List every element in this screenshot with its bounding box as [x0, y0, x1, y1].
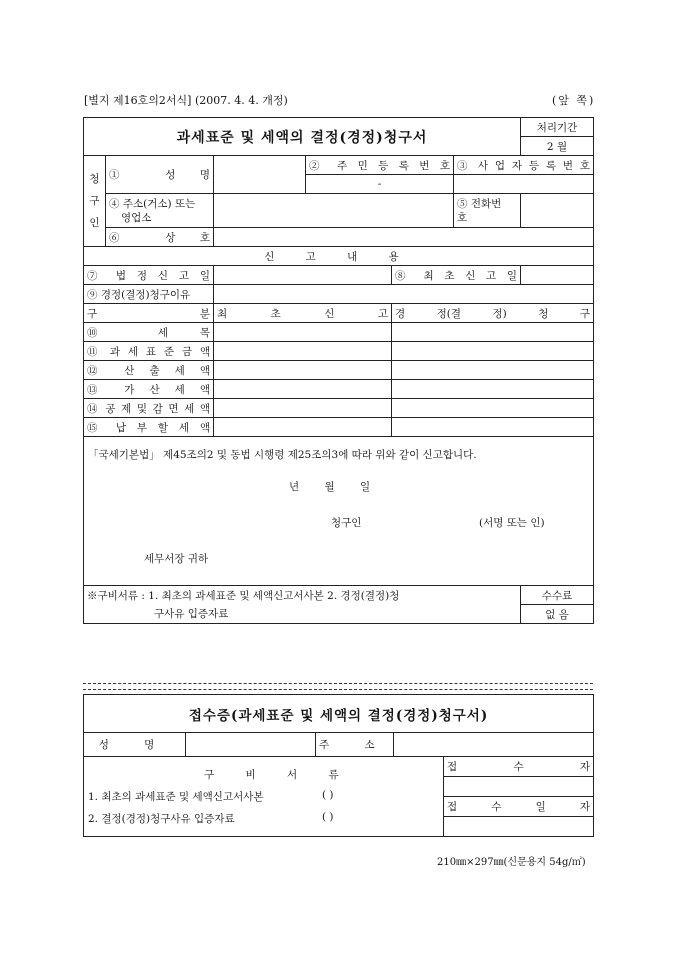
initial-report-header: 최 초 신 고: [214, 304, 392, 323]
recipient-office: 세무서장 귀하: [144, 553, 209, 565]
first-date-field[interactable]: [521, 266, 594, 285]
deduction-claim[interactable]: [392, 399, 594, 418]
reason-label: ⑨ 경정(결정)청구이유: [84, 285, 214, 304]
receive-date-field[interactable]: [444, 817, 594, 837]
business-reg-field[interactable]: [454, 175, 594, 194]
row-computed-tax: ⑫ 산 출 세 액: [84, 361, 214, 380]
phone-label-2: 호: [457, 211, 468, 224]
paper-spec: 210㎜×297㎜(신문용지 54g/㎡): [437, 857, 586, 868]
name-label: ① 성 명: [106, 156, 214, 194]
deduction-initial[interactable]: [214, 399, 392, 418]
receipt-title: 접수증(과세표준 및 세액의 결정(경정)청구서): [84, 695, 594, 733]
legal-date-label: ⑦ 법 정 신 고 일: [84, 266, 214, 285]
name-field[interactable]: [214, 156, 306, 194]
required-docs-line1: ※구비서류 : 1. 최초의 과세표준 및 세액신고서사본 2. 경정(결정)청: [84, 586, 521, 605]
first-date-label: ⑧ 최 초 신 고 일: [392, 266, 521, 285]
row-payable-tax: ⑮ 납 부 할 세 액: [84, 418, 214, 437]
receipt-doc2-mark: ( ): [322, 811, 334, 823]
address-label: ④ 주소(거소) 또는: [109, 197, 196, 210]
phone-label: ⑤ 전화번: [457, 197, 502, 210]
receipt-address-field[interactable]: [394, 733, 594, 757]
additional-tax-initial[interactable]: [214, 380, 392, 399]
receipt-doc1: 1. 최초의 과세표준 및 세액신고서사본: [88, 791, 264, 803]
fee-value: 없 음: [521, 605, 594, 624]
phone-field[interactable]: [521, 194, 594, 228]
signer-label: 청구인: [331, 517, 362, 529]
payable-tax-claim[interactable]: [392, 418, 594, 437]
trade-name-field[interactable]: [214, 228, 594, 247]
reason-field[interactable]: [214, 285, 594, 304]
receiver-field[interactable]: [444, 777, 594, 797]
claimant-label: 청구인: [84, 156, 106, 247]
claim-form-table: [83, 117, 594, 624]
receive-date-label: 접 수 일 자: [444, 797, 594, 817]
report-section-heading: 신 고 내 용: [84, 247, 594, 266]
row-tax-base: ⑪ 과 세 표 준 금 액: [84, 342, 214, 361]
receipt-table: [83, 694, 594, 837]
legal-date-field[interactable]: [214, 266, 392, 285]
receipt-address-label: 주 소: [316, 733, 394, 757]
rrn-field[interactable]: -: [306, 175, 454, 194]
computed-tax-claim[interactable]: [392, 361, 594, 380]
date-line: 년 월 일: [289, 481, 371, 493]
address-field[interactable]: [214, 194, 454, 228]
receipt-docs-area: [84, 757, 444, 837]
form-title: 과세표준 및 세액의 결정(경정)청구서: [84, 118, 521, 156]
tax-base-claim[interactable]: [392, 342, 594, 361]
additional-tax-claim[interactable]: [392, 380, 594, 399]
receiver-label: 접 수 자: [444, 757, 594, 777]
trade-name-label: ⑥ 상 호: [106, 228, 214, 247]
receipt-doc2: 2. 결정(경정)청구사유 입증자료: [88, 813, 235, 825]
tax-base-initial[interactable]: [214, 342, 392, 361]
receipt-name-field[interactable]: [186, 733, 316, 757]
processing-period-label: 처리기간: [521, 118, 594, 137]
cut-line: [83, 683, 593, 684]
required-docs-line2: 구사유 입증자료: [84, 605, 521, 624]
tax-item-initial[interactable]: [214, 323, 392, 342]
fee-label: 수수료: [521, 586, 594, 605]
sign-note: (서명 또는 인): [479, 517, 545, 529]
computed-tax-initial[interactable]: [214, 361, 392, 380]
declaration-text: 「국세기본법」 제45조의2 및 동법 시행령 제25조의3에 따라 위와 같이 신고합니다.: [88, 449, 477, 461]
declaration-area: [84, 437, 594, 586]
business-reg-label: ③ 사 업 자 등 록 번 호: [454, 156, 594, 175]
receipt-docs-title: 구 비 서 류: [204, 769, 353, 781]
receipt-name-label: 성 명: [84, 733, 186, 757]
claim-header: 경 정(결 정) 청 구: [392, 304, 594, 323]
rrn-label: ② 주 민 등 록 번 호: [306, 156, 454, 175]
page-side-label: (앞 쪽): [552, 94, 596, 107]
receipt-doc1-mark: ( ): [322, 789, 334, 801]
cut-line-2: [83, 689, 593, 690]
row-deduction: ⑭ 공 제 및 감 면 세 액: [84, 399, 214, 418]
row-additional-tax: ⑬ 가 산 세 액: [84, 380, 214, 399]
address-label-2: 영업소: [121, 211, 152, 224]
payable-tax-initial[interactable]: [214, 418, 392, 437]
processing-period-value: 2 월: [521, 137, 594, 156]
row-tax-item: ⑩ 세 목: [84, 323, 214, 342]
category-header: 구 분: [84, 304, 214, 323]
form-identifier: [별지 제16호의2서식] (2007. 4. 4. 개정): [84, 94, 288, 107]
tax-item-claim[interactable]: [392, 323, 594, 342]
